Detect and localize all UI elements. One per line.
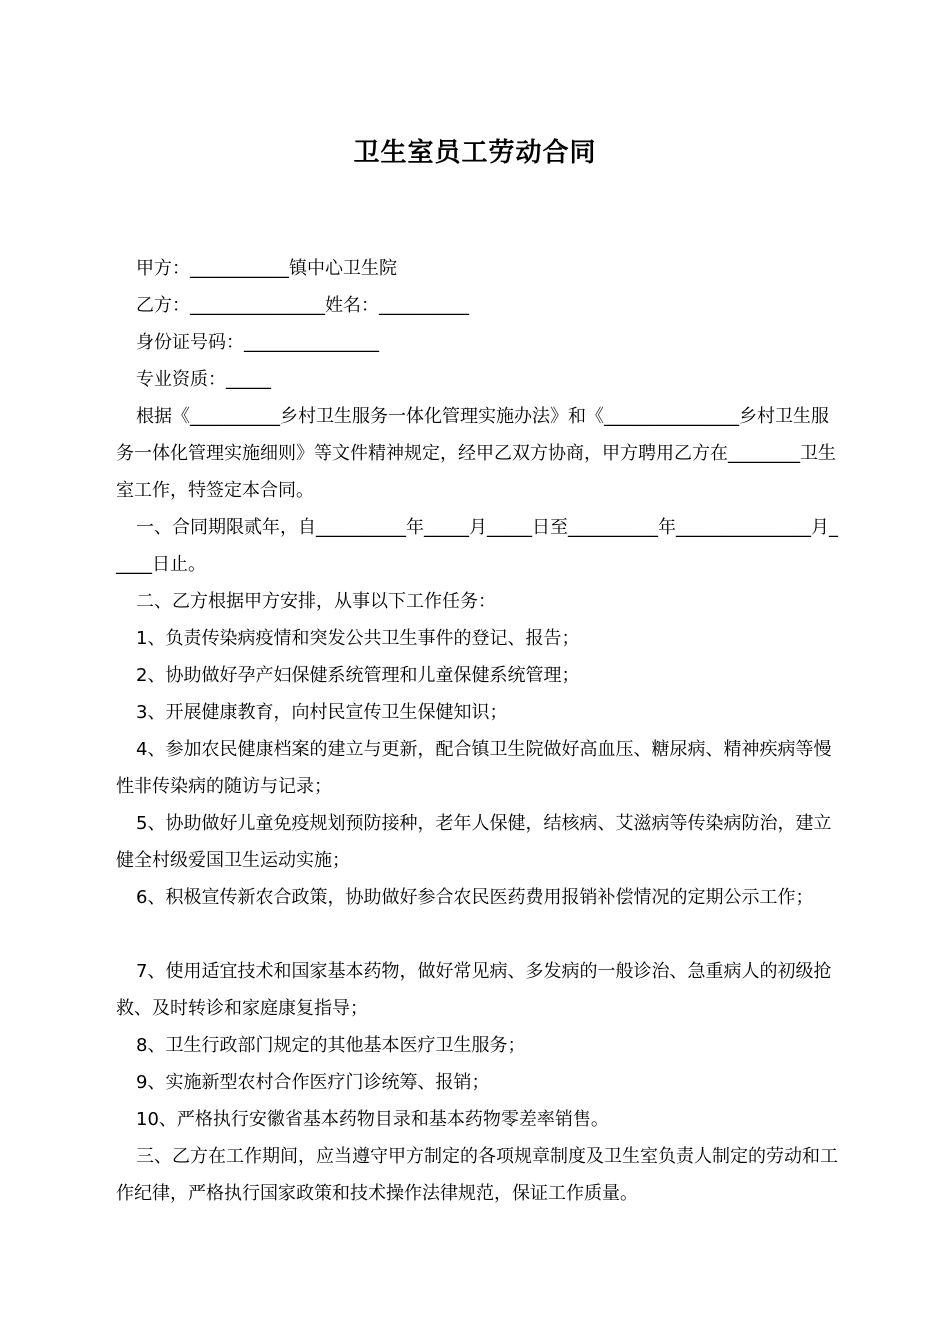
- duty-item-8: 8、卫生行政部门规定的其他基本医疗卫生服务；: [136, 1035, 526, 1056]
- duty-item-6: 6、积极宣传新农合政策，协助做好参合农民医药费用报销补偿情况的定期公示工作；: [136, 887, 814, 908]
- id-number-line: 身份证号码：_______________: [136, 332, 379, 353]
- clause-duties-heading: 二、乙方根据甲方安排，从事以下工作任务：: [136, 591, 496, 612]
- duty-item-5: 5、协助做好儿童免疫规划预防接种，老年人保健，结核病、艾滋病等传染病防治，建立健全村级爱国卫生运动实施；: [116, 813, 832, 871]
- party-a-line: 甲方：___________镇中心卫生院: [136, 258, 397, 279]
- duty-item-3: 3、开展健康教育，向村民宣传卫生保健知识；: [136, 702, 508, 723]
- duty-item-7: 7、使用适宜技术和国家基本药物，做好常见病、多发病的一般诊治、急重病人的初级抢救、及时转诊和家庭康复指导；: [116, 961, 832, 1019]
- duty-item-4: 4、参加农民健康档案的建立与更新，配合镇卫生院做好高血压、糖尿病、精神疾病等慢性非传染病的随访与记录；: [116, 739, 832, 797]
- party-b-line: 乙方：_______________姓名：__________: [136, 295, 469, 316]
- document-body: [116, 250, 844, 1212]
- blank-line: [116, 916, 844, 953]
- preamble-paragraph: 根据《__________乡村卫生服务一体化管理实施办法》和《_______________乡村卫生服务一体化管理实施细则》等文件精神规定，经甲乙双方协商，甲方聘用乙方在________卫生室工作，特签定本合同。: [116, 406, 836, 501]
- clause-discipline: 三、乙方在工作期间，应当遵守甲方制定的各项规章制度及卫生室负责人制定的劳动和工作纪律，严格执行国家政策和技术操作法律规范，保证工作质量。: [116, 1146, 838, 1204]
- document-title: 卫生室员工劳动合同: [353, 138, 597, 168]
- duty-item-9: 9、实施新型农村合作医疗门诊统筹、报销；: [136, 1072, 490, 1093]
- duty-item-1: 1、负责传染病疫情和突发公共卫生事件的登记、报告；: [136, 628, 580, 649]
- clause-term: 一、合同期限贰年，自__________年_____月_____日至__________年_______________月_____日止。: [116, 517, 838, 575]
- duty-item-10: 10、严格执行安徽省基本药物目录和基本药物零差率销售。: [136, 1109, 609, 1130]
- duty-item-2: 2、协助做好孕产妇保健系统管理和儿童保健系统管理；: [136, 665, 580, 686]
- qualification-line: 专业资质：_____: [136, 369, 271, 390]
